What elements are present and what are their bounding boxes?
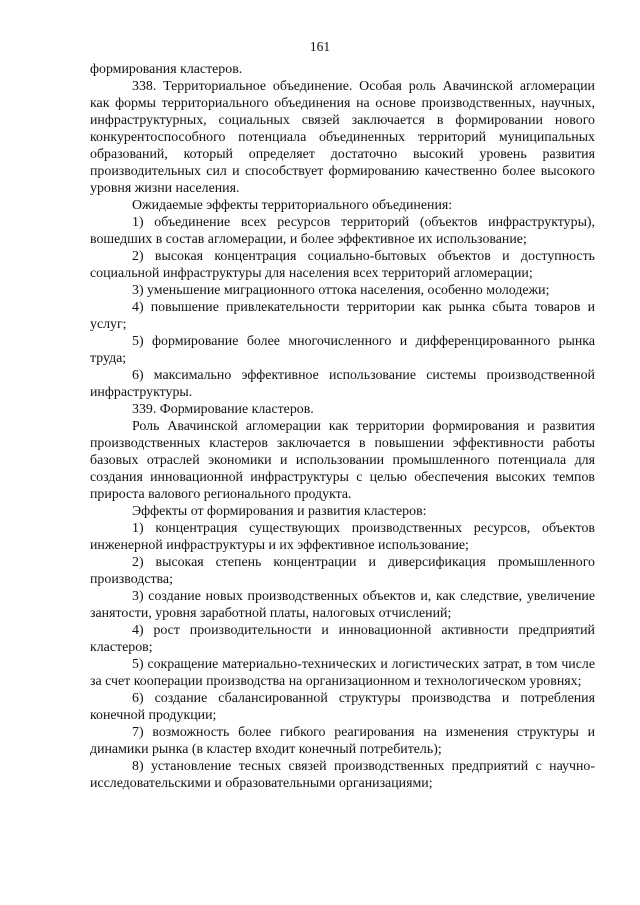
paragraph: 3) уменьшение миграционного оттока населения, особенно молодежи; (132, 283, 550, 298)
document-body (90, 61, 595, 792)
paragraph: 6) максимально эффективное использование системы производственной инфраструктуры. (90, 368, 595, 400)
paragraph: 6) создание сбалансированной структуры производства и потребления конечной продукции; (90, 691, 595, 723)
paragraph: 3) создание новых производственных объектов и, как следствие, увеличение занятости, уровня заработной платы, налоговых отчислений; (90, 589, 595, 621)
paragraph: 7) возможность более гибкого реагирования на изменения структуры и динамики рынка (в кластер входит конечный потребитель); (90, 725, 595, 757)
paragraph: 1) концентрация существующих производственных ресурсов, объектов инженерной инфраструктуры и их эффективное использование; (90, 521, 595, 553)
paragraph: 8) установление тесных связей производственных предприятий с научно-исследовательскими и образовательными организациями; (90, 759, 595, 791)
paragraph: 5) сокращение материально-технических и логистических затрат, в том числе за счет кооперации производства на организационном и технологическом уровнях; (90, 657, 595, 689)
paragraph: 2) высокая степень концентрации и диверсификация промышленного производства; (90, 555, 595, 587)
paragraph: формирования кластеров. (90, 62, 243, 77)
paragraph: 338. Территориальное объединение. Особая роль Авачинской агломерации как формы территориального объединения на основе производственных, научных, инфраструктурных, социальных связей заключается в формировании нового конкурентоспособного потенциала объединенных территорий муниципальных образований, который определяет достаточно высокий уровень развития производительных сил и способствует формированию качественно более высокого уровня жизни населения. (90, 79, 595, 196)
paragraph: 4) повышение привлекательности территории как рынка сбыта товаров и услуг; (90, 300, 595, 332)
paragraph: Эффекты от формирования и развития кластеров: (132, 504, 427, 519)
paragraph: 1) объединение всех ресурсов территорий (объектов инфраструктуры), вошедших в состав агломерации, и более эффективное их использование; (90, 215, 595, 247)
paragraph: 5) формирование более многочисленного и дифференцированного рынка труда; (90, 334, 595, 366)
page-number: 161 (309, 39, 331, 54)
paragraph: Ожидаемые эффекты территориального объединения: (132, 198, 453, 213)
paragraph: 4) рост производительности и инновационной активности предприятий кластеров; (90, 623, 595, 655)
paragraph: 339. Формирование кластеров. (132, 402, 314, 417)
paragraph: Роль Авачинской агломерации как территории формирования и развития производственных кластеров заключается в повышении эффективности работы базовых отраслей экономики и использовании промышленного потенциала для создания инновационной инфраструктуры с целью обеспечения высоких темпов прироста валового регионального продукта. (90, 419, 595, 502)
paragraph: 2) высокая концентрация социально-бытовых объектов и доступность социальной инфраструктуры для населения всех территорий агломерации; (90, 249, 595, 281)
